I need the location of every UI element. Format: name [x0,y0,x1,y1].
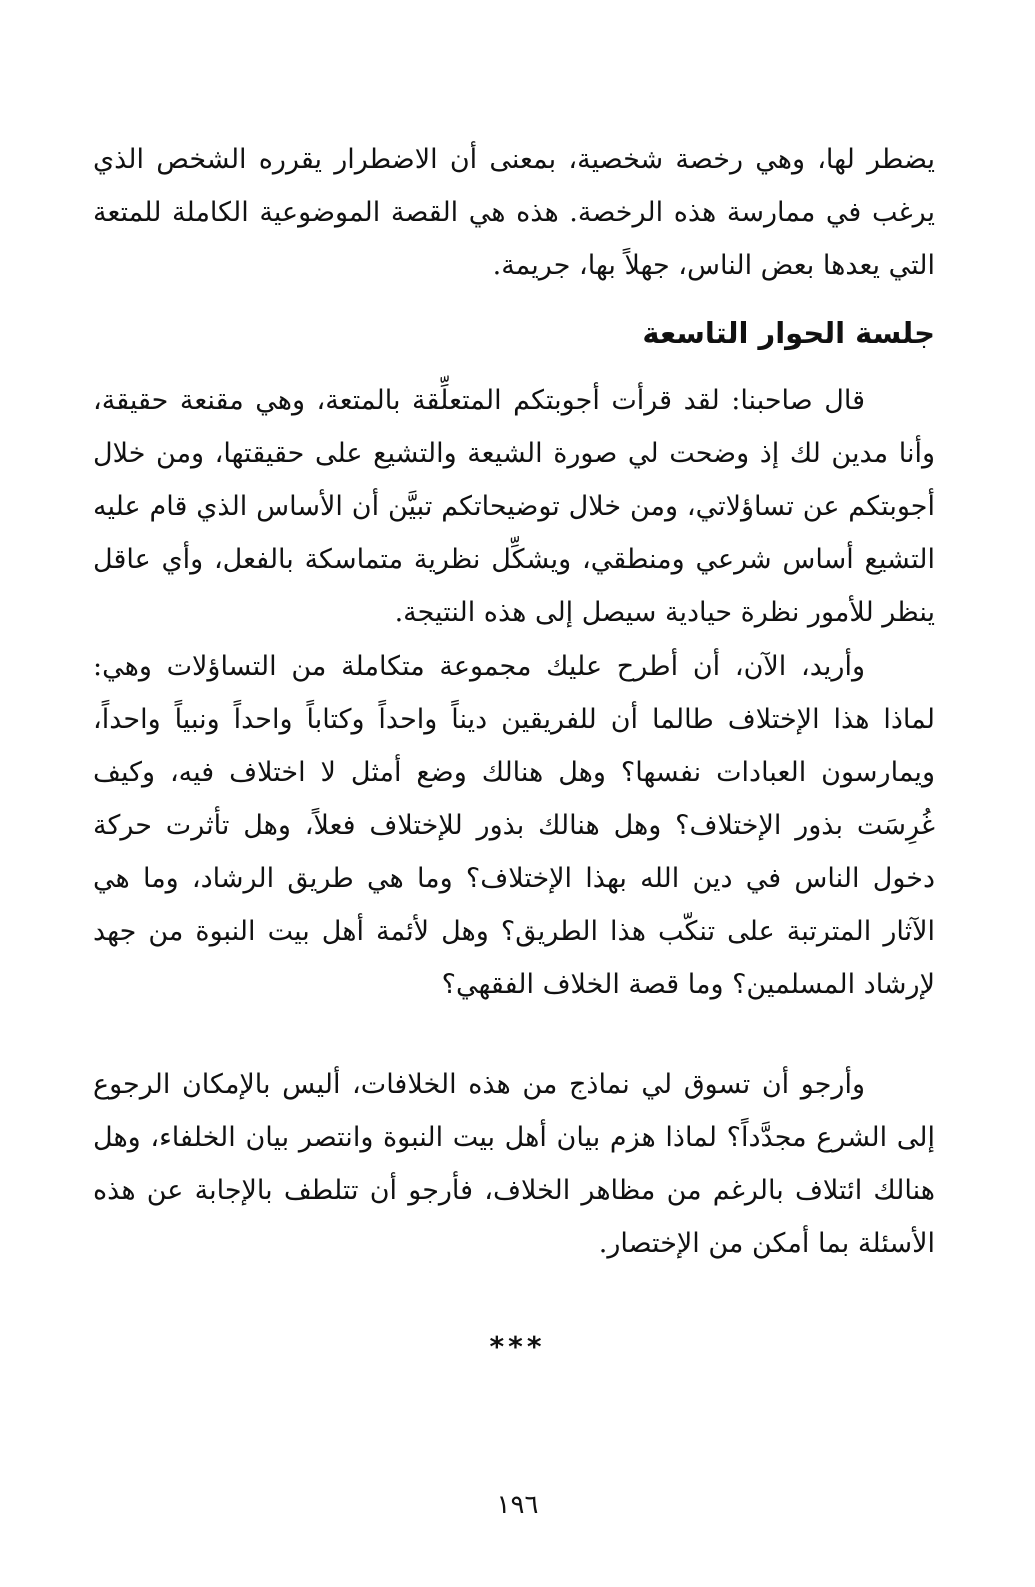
paragraph-companion-statement: قال صاحبنا: لقد قرأت أجوبتكم المتعلِّقة بالمتعة، وهي مقنعة حقيقة، وأنا مدين لك إذ وضحت لي صورة الشيعة والتشيع على حقيقتها، ومن خلال أجوبتكم عن تساؤلاتي، ومن خلال توضيحاتكم تبيَّن أن الأساس الذي قام عليه التشيع أساس شرعي ومنطقي، ويشكِّل نظرية متماسكة بالفعل، وأي عاقل ينظر للأمور نظرة حيادية سيصل إلى هذه النتيجة. [93,385,935,628]
paragraph-request: وأرجو أن تسوق لي نماذج من هذه الخلافات، أليس بالإمكان الرجوع إلى الشرع مجدَّداً؟ لماذا هزم بيان أهل بيت النبوة وانتصر بيان الخلفاء، وهل هنالك ائتلاف بالرغم من مظاهر الخلاف، فأرجو أن تتلطف بالإجابة عن هذه الأسئلة بما أمكن من الإختصار. [93,1069,935,1259]
paragraph-questions: وأريد، الآن، أن أطرح عليك مجموعة متكاملة من التساؤلات وهي: لماذا هذا الإختلاف طالما أن للفريقين ديناً واحداً وكتاباً واحداً ونبياً واحداً، ويمارسون العبادات نفسها؟ وهل هنالك وضع أمثل لا اختلاف فيه، وكيف غُرِسَت بذور الإختلاف؟ وهل هنالك بذور للإختلاف فعلاً، وهل تأثرت حركة دخول الناس في دين الله بهذا الإختلاف؟ وما هي طريق الرشاد، وما هي الآثار المترتبة على تنكّب هذا الطريق؟ وهل لأئمة أهل بيت النبوة من جهد لإرشاد المسلمين؟ وما قصة الخلاف الفقهي؟ [93,651,935,1000]
section-separator: *** [489,1330,546,1363]
page-number: ١٩٦ [496,1490,539,1520]
section-heading: جلسة الحوار التاسعة [642,316,935,350]
paragraph-continuation: يضطر لها، وهي رخصة شخصية، بمعنى أن الاضطرار يقرره الشخص الذي يرغب في ممارسة هذه الرخصة. هذه هي القصة الموضوعية الكاملة للمتعة التي يعدها بعض الناس، جهلاً بها، جريمة. [93,144,935,281]
